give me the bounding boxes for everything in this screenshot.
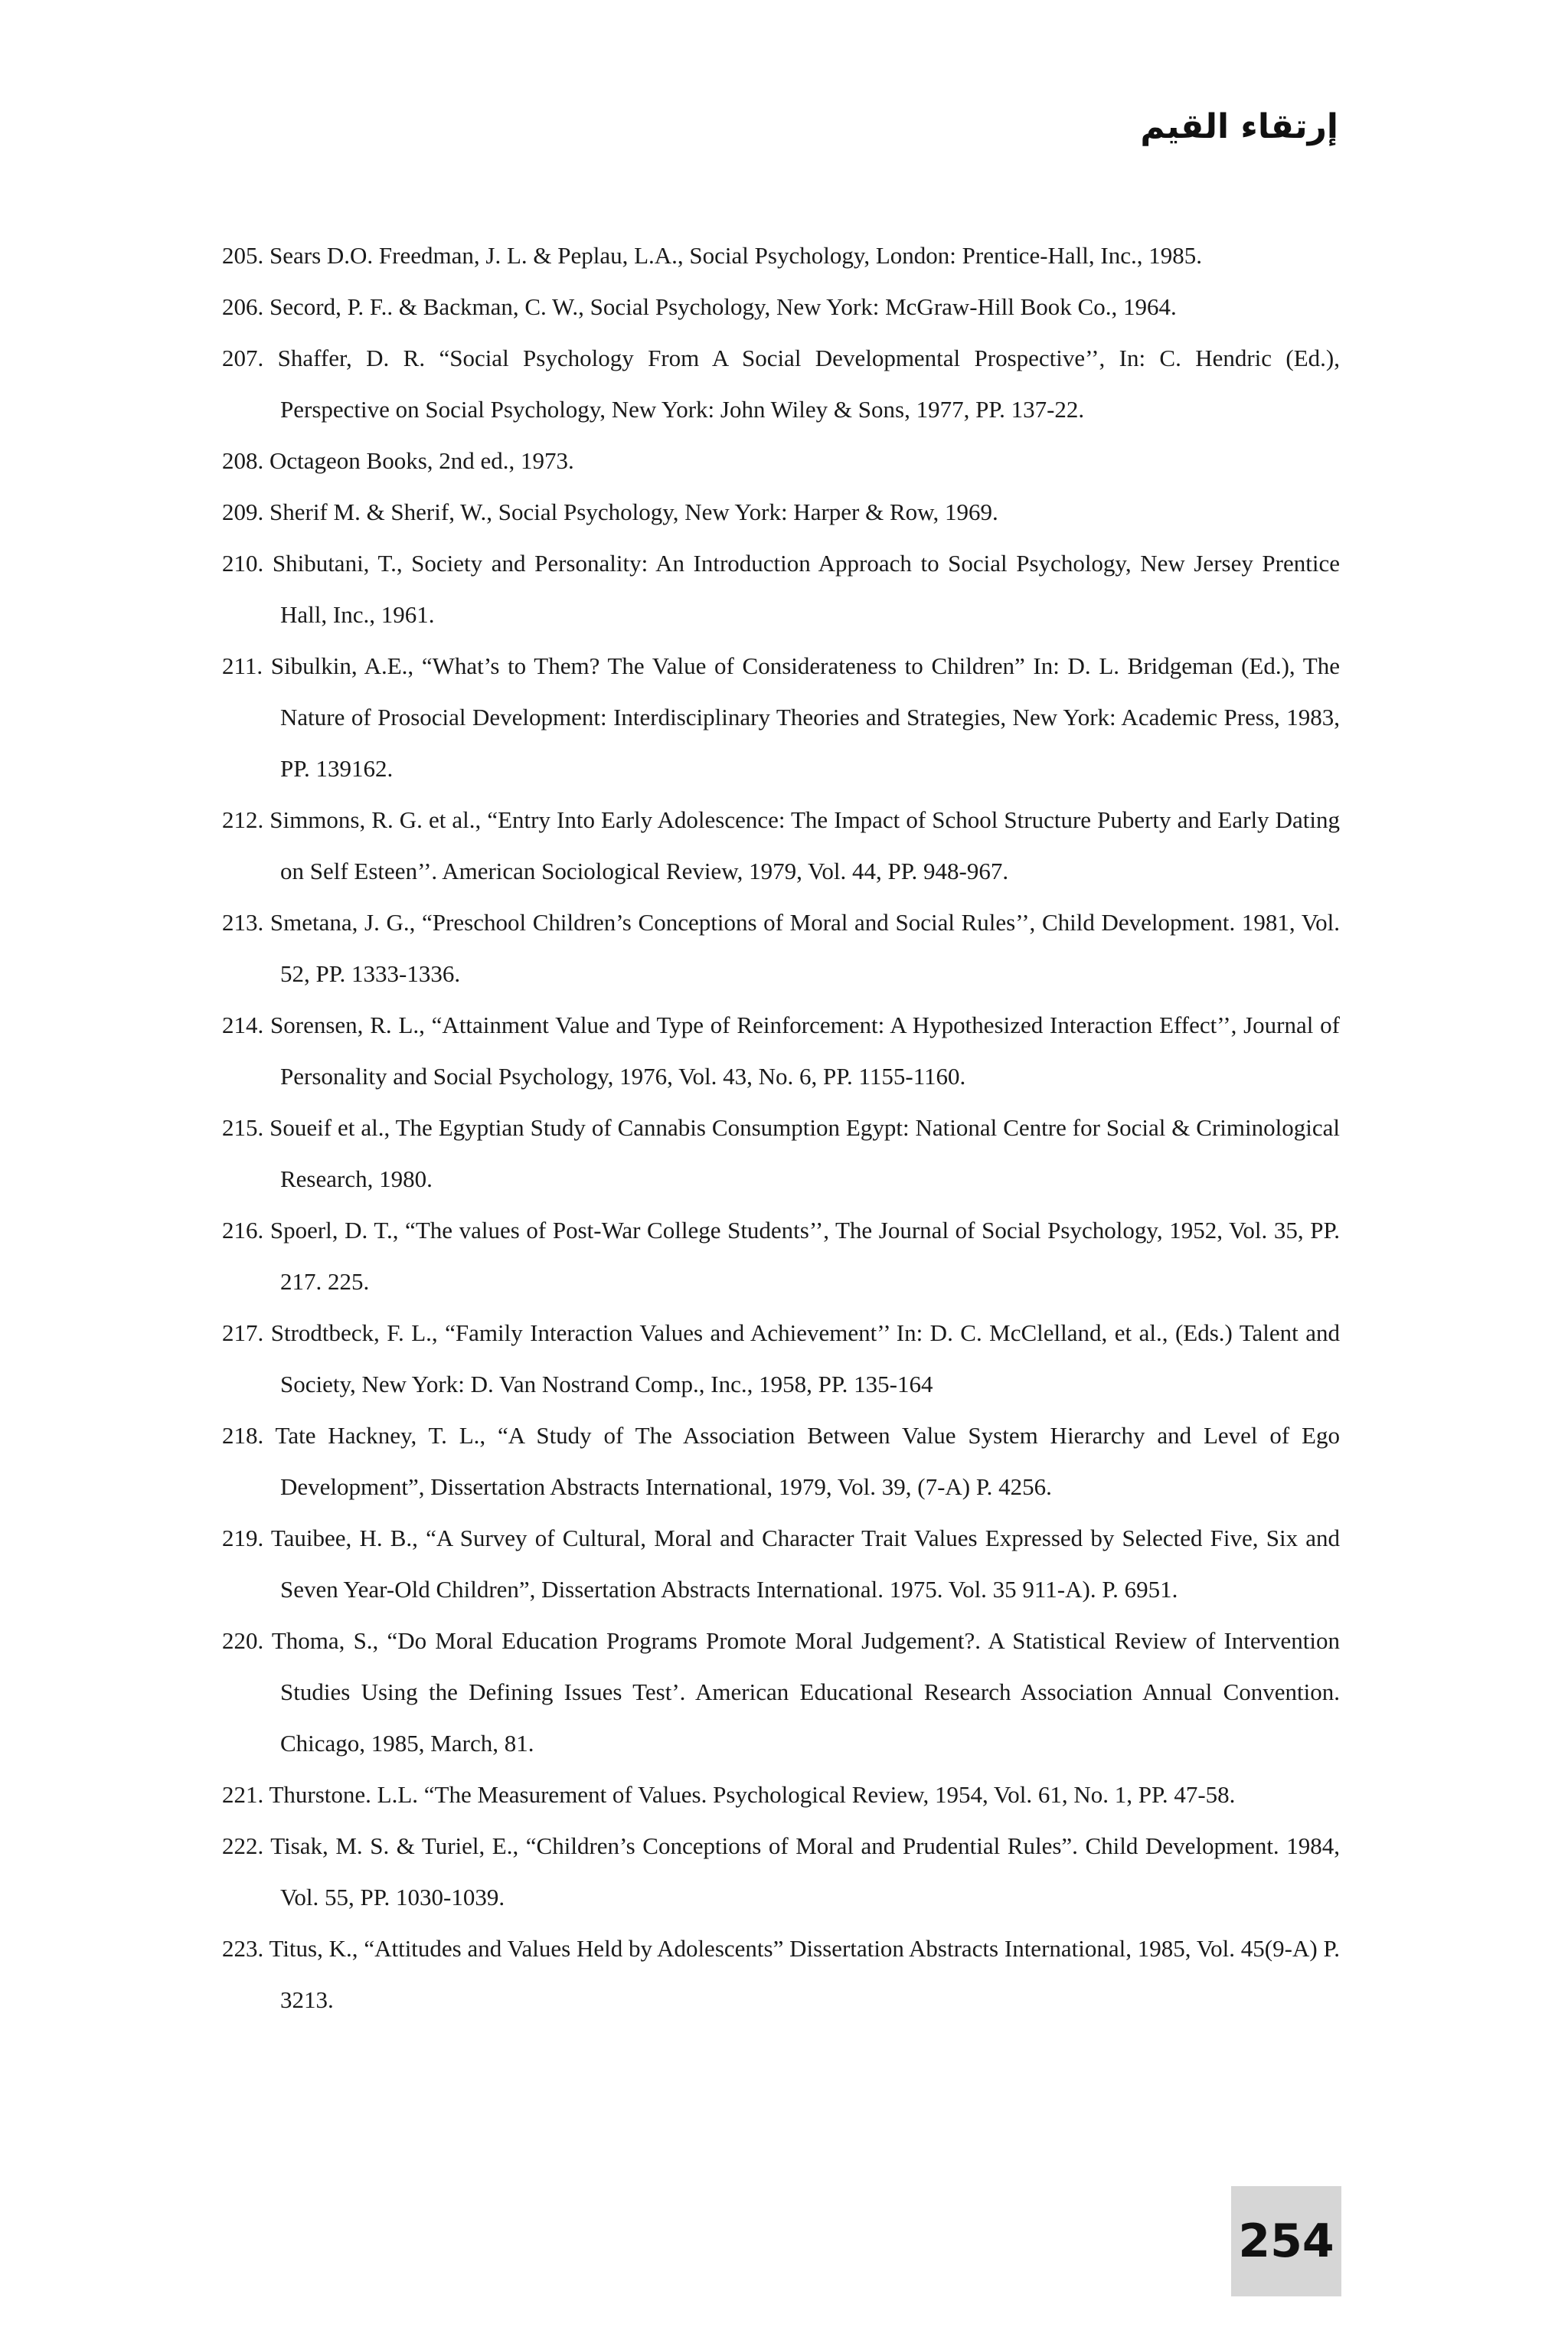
reference-item: 222. Tisak, M. S. & Turiel, E., “Children’s Conceptions of Moral and Prudential Rules”. Child Development. 1984, Vol. 55, PP. 1030-1039. [222,1832,1340,1910]
reference-item: 219. Tauibee, H. B., “A Survey of Cultural, Moral and Character Trait Values Expressed by Selected Five, Six and Seven Year-Old Children”, Dissertation Abstracts International. 1975. Vol. 35 911-A). P. 6951. [222,1525,1340,1603]
running-header-title: إرتقاء القيم [1140,107,1338,146]
reference-item: 212. Simmons, R. G. et al., “Entry Into Early Adolescence: The Impact of School Structure Puberty and Early Dating on Self Esteen’’. American Sociological Review, 1979, Vol. 44, PP. 948-967. [222,806,1340,884]
page-number: 254 [1238,2214,1334,2268]
reference-item: 213. Smetana, J. G., “Preschool Children’s Conceptions of Moral and Social Rules’’, Child Development. 1981, Vol. 52, PP. 1333-1336. [222,909,1340,987]
reference-item: 205. Sears D.O. Freedman, J. L. & Peplau, L.A., Social Psychology, London: Prentice-Hall, Inc., 1985. [222,242,1202,269]
reference-list [222,230,1340,2025]
reference-item: 216. Spoerl, D. T., “The values of Post-War College Students’’, The Journal of Social Psychology, 1952, Vol. 35, PP. 217. 225. [222,1217,1340,1295]
reference-item: 221. Thurstone. L.L. “The Measurement of Values. Psychological Review, 1954, Vol. 61, No. 1, PP. 47-58. [222,1781,1236,1808]
reference-item: 215. Soueif et al., The Egyptian Study of Cannabis Consumption Egypt: National Centre for Social & Criminological Research, 1980. [222,1114,1340,1192]
reference-item: 214. Sorensen, R. L., “Attainment Value and Type of Reinforcement: A Hypothesized Interaction Effect’’, Journal of Personality and Social Psychology, 1976, Vol. 43, No. 6, PP. 1155-1160. [222,1012,1340,1090]
reference-item: 218. Tate Hackney, T. L., “A Study of The Association Between Value System Hierarchy and Level of Ego Development”, Dissertation Abstracts International, 1979, Vol. 39, (7-A) P. 4256. [222,1422,1340,1500]
reference-item: 210. Shibutani, T., Society and Personality: An Introduction Approach to Social Psychology, New Jersey Prentice Hall, Inc., 1961. [222,550,1340,628]
reference-item: 206. Secord, P. F.. & Backman, C. W., Social Psychology, New York: McGraw-Hill Book Co., 1964. [222,293,1177,320]
reference-item: 209. Sherif M. & Sherif, W., Social Psychology, New York: Harper & Row, 1969. [222,498,998,525]
reference-item: 211. Sibulkin, A.E., “What’s to Them? The Value of Considerateness to Children” In: D. L. Bridgeman (Ed.), The Nature of Prosocial Development: Interdisciplinary Theories and Strategies, New York: Academic Press, 1983, PP. 139162. [222,652,1340,782]
reference-item: 220. Thoma, S., “Do Moral Education Programs Promote Moral Judgement?. A Statistical Review of Intervention Studies Using the Defining Issues Test’. American Educational Research Association Annual Convention. Chicago, 1985, March, 81. [222,1627,1340,1757]
reference-item: 217. Strodtbeck, F. L., “Family Interaction Values and Achievement’’ In: D. C. McClelland, et al., (Eds.) Talent and Society, New York: D. Van Nostrand Comp., Inc., 1958, PP. 135-164 [222,1319,1340,1397]
page-number-box [1231,2186,1341,2296]
reference-item: 207. Shaffer, D. R. “Social Psychology From A Social Developmental Prospective’’, In: C. Hendric (Ed.), Perspective on Social Psychology, New York: John Wiley & Sons, 1977, PP. 137-22. [222,345,1340,423]
reference-item: 223. Titus, K., “Attitudes and Values Held by Adolescents” Dissertation Abstracts International, 1985, Vol. 45(9-A) P. 3213. [222,1935,1340,2013]
reference-item: 208. Octageon Books, 2nd ed., 1973. [222,447,574,474]
